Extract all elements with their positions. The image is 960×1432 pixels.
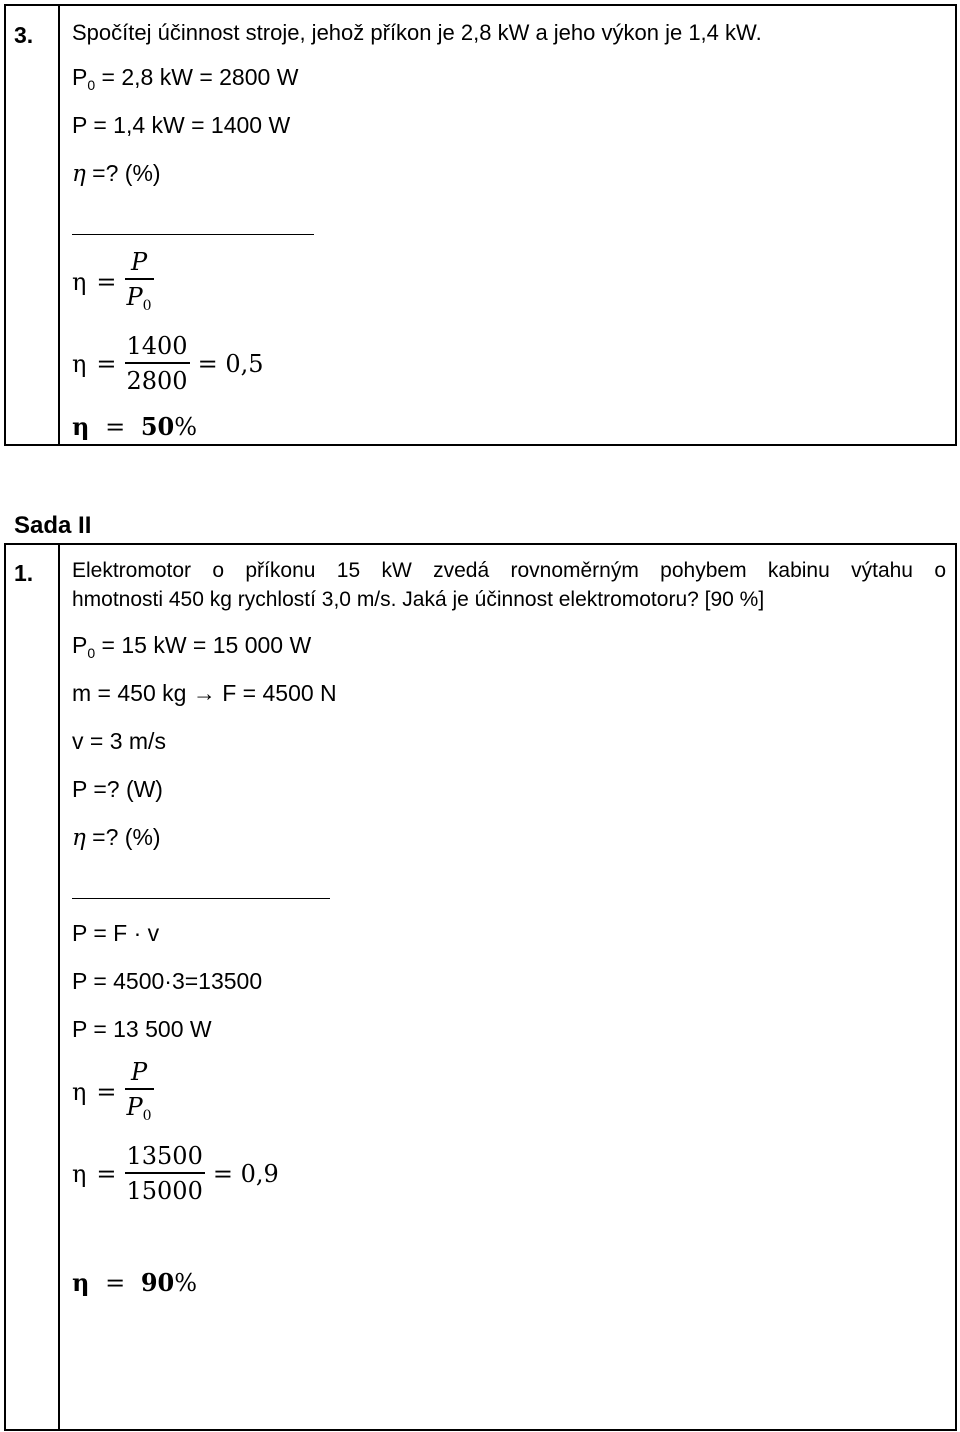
- task1-given-p0: [72, 632, 311, 659]
- task1-solution-line-2: P = 4500·3=13500: [72, 968, 263, 994]
- formula-numerator: P: [130, 248, 148, 276]
- task1-given-v: [72, 728, 166, 755]
- calc-denominator: 2800: [125, 362, 190, 398]
- task1-separator-line: [72, 898, 330, 899]
- task3-question: Spočítej účinnost stroje, jehož příkon je 2,8 kW a jeho výkon je 1,4 kW.: [72, 20, 762, 45]
- calc-lhs: η: [72, 350, 87, 378]
- formula-numerator: P: [130, 1058, 148, 1086]
- given-symbol: P: [72, 112, 87, 138]
- given-symbol: η: [72, 161, 86, 187]
- calc-numerator: 1400: [126, 332, 188, 360]
- given-subscript: 0: [87, 77, 96, 93]
- formula-denominator: P: [126, 283, 143, 311]
- given-symbol: P: [72, 64, 88, 90]
- task3-separator-line: [72, 234, 314, 235]
- calc-eq: =: [96, 350, 117, 378]
- task1-solution-line-3: P = 13 500 W: [72, 1016, 212, 1042]
- formula-fraction: [125, 1056, 154, 1128]
- task3-number: 3.: [14, 22, 34, 48]
- given-symbol: P: [72, 632, 88, 658]
- formula-eq: =: [96, 268, 117, 296]
- calc-denominator: 15000: [125, 1172, 205, 1208]
- answer-lhs: η: [72, 412, 90, 441]
- formula-denominator-wrap: [125, 278, 154, 318]
- given-symbol: m: [72, 680, 92, 706]
- task1-solution-line-1: P = F · v: [72, 920, 160, 946]
- given-symbol: v: [72, 728, 84, 754]
- task1-question: [72, 556, 946, 614]
- task1-answer: [72, 1268, 197, 1297]
- task1-given-eta: [72, 824, 161, 851]
- task1-given-m: [72, 680, 337, 707]
- given-text: = 1,4 kW = 1400 W: [86, 112, 291, 138]
- answer-lhs: η: [72, 1268, 90, 1297]
- answer-value: 50: [140, 412, 175, 441]
- section-heading: Sada II: [14, 512, 92, 539]
- given-text: = 15 kW = 15 000 W: [95, 632, 312, 658]
- calc-numerator: 13500: [126, 1142, 203, 1170]
- given-text: =? (%): [85, 824, 161, 850]
- given-subscript: 0: [87, 645, 96, 661]
- calc-result: = 0,5: [197, 350, 264, 378]
- answer-unit: %: [174, 1269, 198, 1297]
- task3-column-divider: [58, 4, 60, 446]
- task3-given-p: [72, 112, 290, 139]
- task1-formula: [72, 1056, 162, 1128]
- given-symbol: η: [72, 825, 86, 851]
- task3-answer: [72, 412, 197, 441]
- task1-given-p: [72, 776, 163, 803]
- answer-unit: %: [174, 413, 198, 441]
- task1-column-divider: [58, 543, 60, 1431]
- calc-fraction: [125, 330, 190, 398]
- formula-denominator: P: [126, 1093, 143, 1121]
- answer-eq: =: [105, 1269, 126, 1297]
- task1-number: 1.: [14, 560, 34, 586]
- calc-lhs: η: [72, 1160, 87, 1188]
- given-text: =? (%): [85, 160, 161, 186]
- calc-eq: =: [96, 1160, 117, 1188]
- question-line-2: hmotnosti 450 kg rychlostí 3,0 m/s. Jaká je účinnost elektromotoru? [90 %]: [72, 588, 765, 611]
- task3-given-eta: [72, 160, 161, 187]
- task3-formula: [72, 246, 162, 318]
- formula-denominator-subscript: 0: [142, 1108, 152, 1124]
- question-line-1: Elektromotor o příkonu 15 kW zvedá rovnoměrným pohybem kabinu výtahu o: [72, 559, 946, 582]
- task1-calculation: [72, 1140, 279, 1208]
- answer-value: 90: [140, 1268, 175, 1297]
- formula-lhs: η: [72, 1078, 87, 1106]
- formula-eq: =: [96, 1078, 117, 1106]
- formula-denominator-wrap: [125, 1088, 154, 1128]
- calc-fraction: [125, 1140, 205, 1208]
- answer-eq: =: [105, 413, 126, 441]
- task3-given-p0: [72, 64, 298, 91]
- calc-result: = 0,9: [212, 1160, 279, 1188]
- given-text: = 2,8 kW = 2800 W: [95, 64, 299, 90]
- given-symbol: P: [72, 776, 87, 802]
- formula-lhs: η: [72, 268, 87, 296]
- task3-calculation: [72, 330, 263, 398]
- formula-denominator-subscript: 0: [142, 298, 152, 314]
- given-text: = 450 kg → F = 4500 N: [91, 680, 337, 706]
- given-text: = 3 m/s: [83, 728, 166, 754]
- given-text: =? (W): [86, 776, 163, 802]
- formula-fraction: [125, 246, 154, 318]
